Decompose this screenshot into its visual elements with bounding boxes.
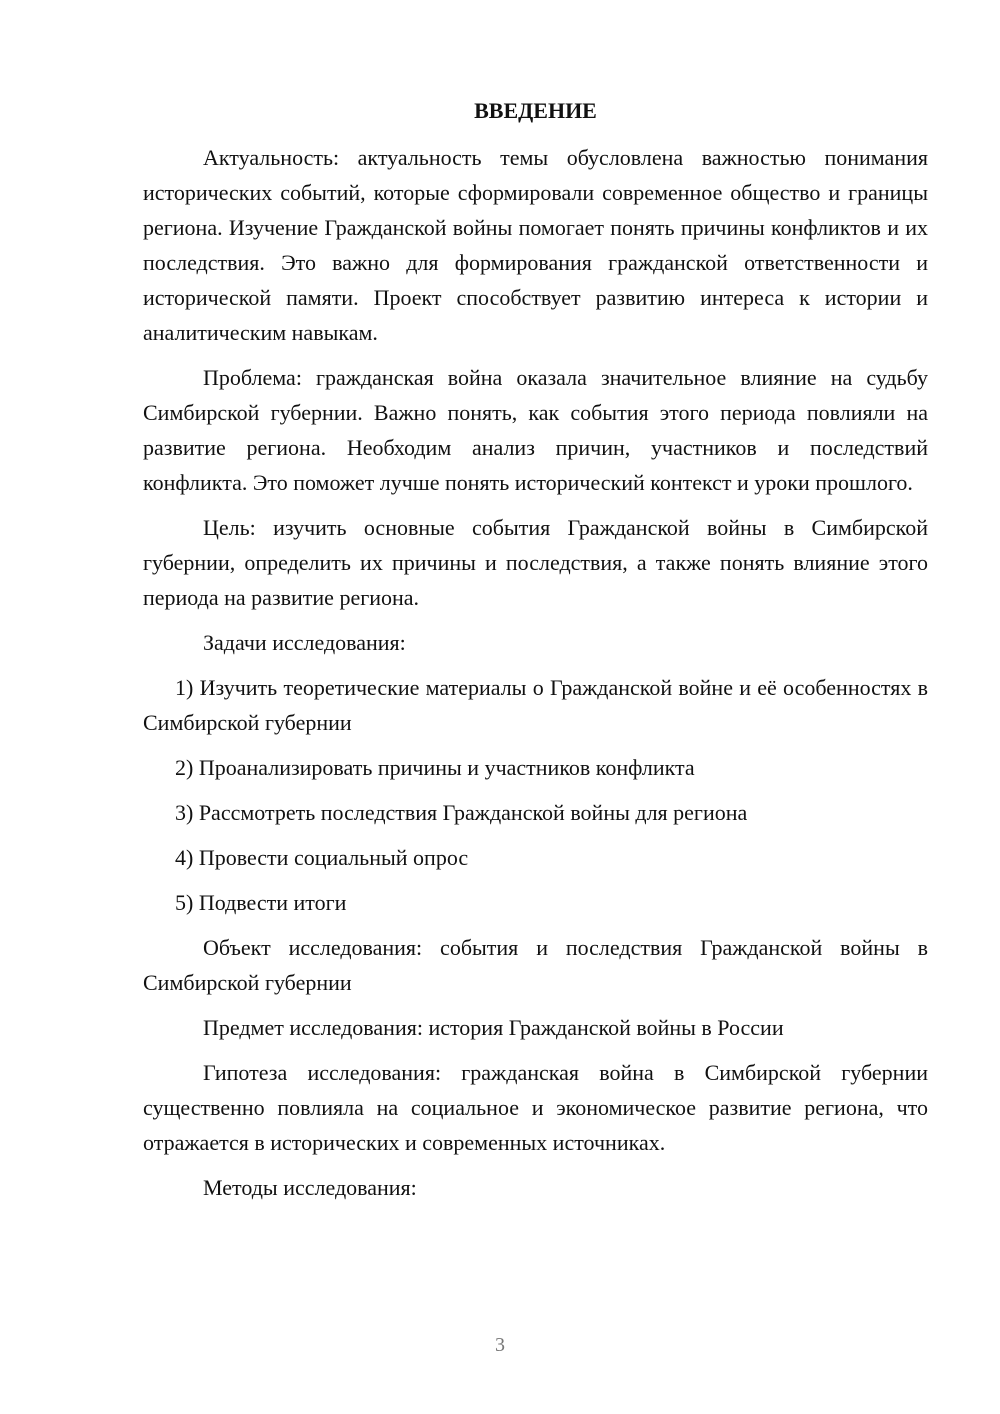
- paragraph-object: Объект исследования: события и последствия Гражданской войны в Симбирской губернии: [143, 935, 928, 995]
- paragraph-problem: Проблема: гражданская война оказала значительное влияние на судьбу Симбирской губернии. Важно понять, как события этого периода повлияли на развитие региона. Необходим анализ причин, участников и последствий конфликта. Это поможет лучше понять исторический контекст и уроки прошлого.: [143, 365, 928, 495]
- section-heading: ВВЕДЕНИЕ: [474, 98, 597, 123]
- paragraph-relevance: Актуальность: актуальность темы обусловлена важностью понимания исторических событий, которые сформировали современное общество и границы региона. Изучение Гражданской войны помогает понять причины конфликтов и их последствия. Это важно для формирования гражданской ответственности и исторической памяти. Проект способствует развитию интереса к истории и аналитическим навыкам.: [143, 145, 928, 345]
- paragraph-hypothesis: Гипотеза исследования: гражданская война в Симбирской губернии существенно повлияла на социальное и экономическое развитие региона, что отражается в исторических и современных источниках.: [143, 1060, 928, 1155]
- page-content: [143, 96, 928, 1215]
- task-item-4: 4) Провести социальный опрос: [175, 845, 469, 870]
- task-item-3: 3) Рассмотреть последствия Гражданской войны для региона: [175, 800, 748, 825]
- page-number: 3: [495, 1334, 505, 1356]
- paragraph-subject: Предмет исследования: история Гражданской войны в России: [203, 1015, 784, 1040]
- task-item-2: 2) Проанализировать причины и участников конфликта: [175, 755, 695, 780]
- paragraph-methods: Методы исследования:: [203, 1175, 417, 1200]
- task-item-1: 1) Изучить теоретические материалы о Гражданской войне и её особенностях в Симбирской губернии: [143, 675, 928, 735]
- paragraph-goal: Цель: изучить основные события Гражданской войны в Симбирской губернии, определить их причины и последствия, а также понять влияние этого периода на развитие региона.: [143, 515, 928, 610]
- task-item-5: 5) Подвести итоги: [175, 890, 347, 915]
- paragraph-tasks-intro: Задачи исследования:: [203, 630, 406, 655]
